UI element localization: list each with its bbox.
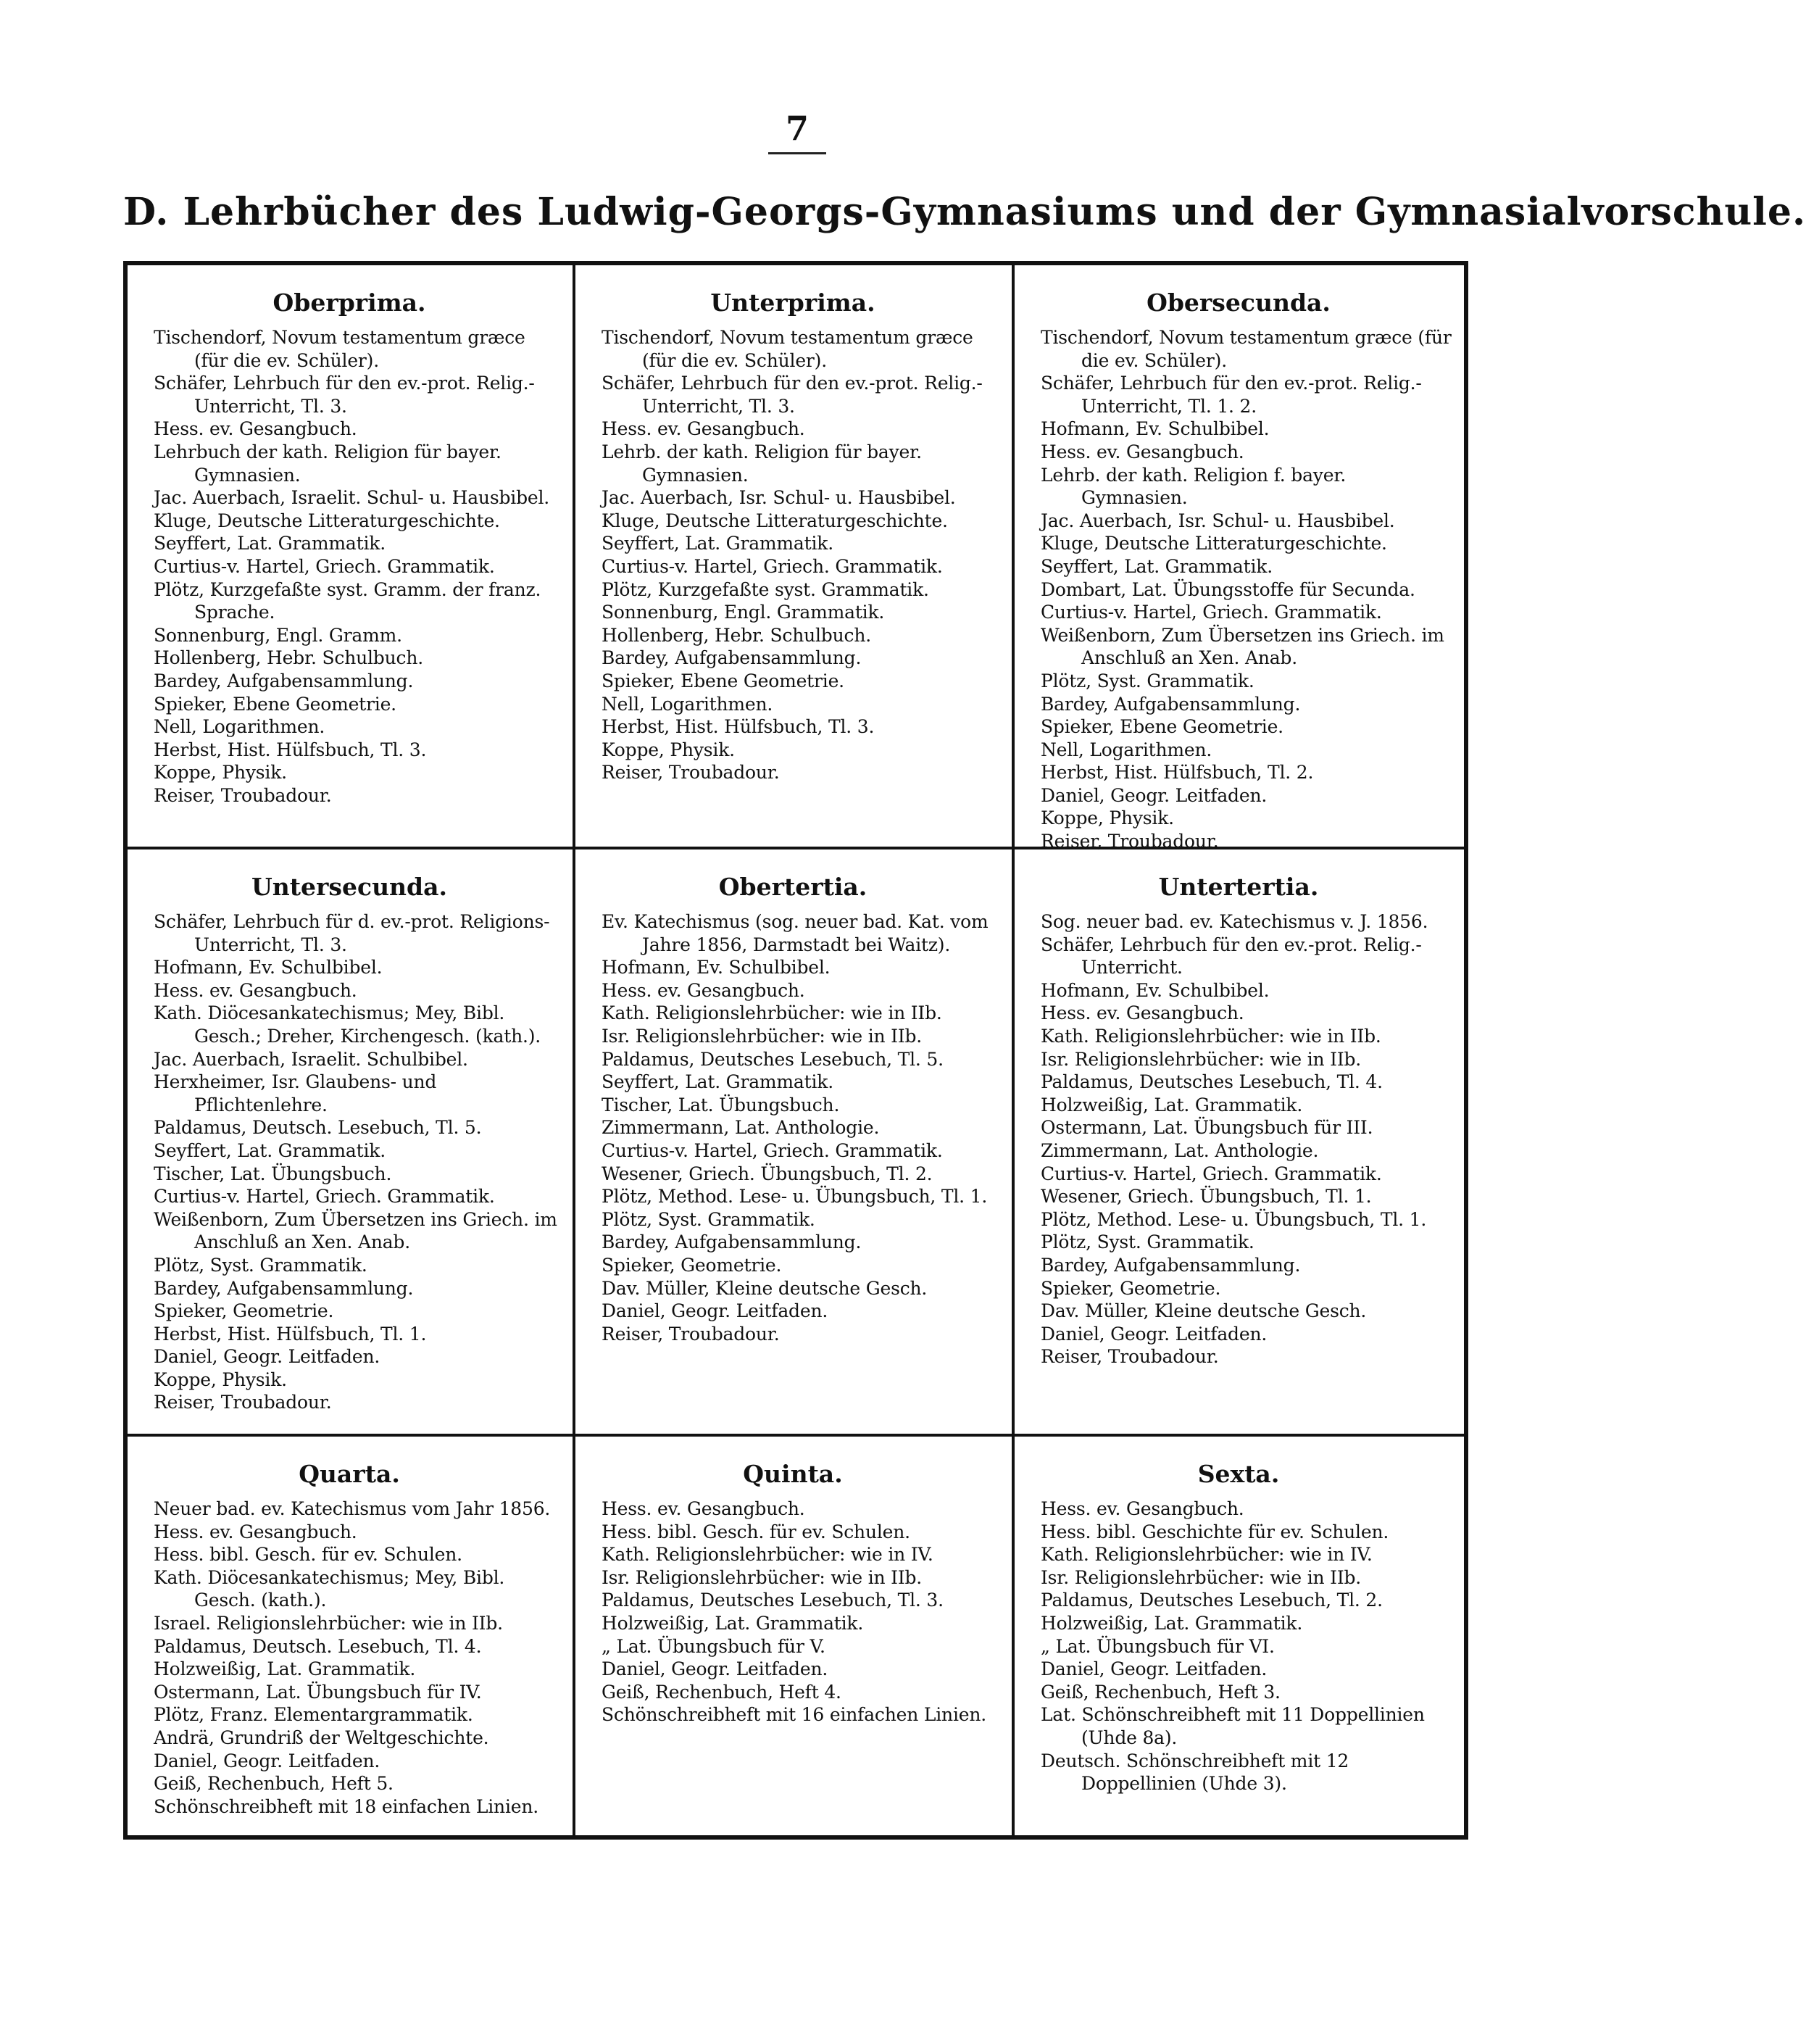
book-entry: Ostermann, Lat. Übungsbuch für III.: [1041, 1117, 1373, 1139]
cell-title: Unterprima.: [710, 288, 875, 317]
book-entry: Seyffert, Lat. Grammatik.: [154, 1139, 386, 1161]
book-entry: Hofmann, Ev. Schulbibel.: [154, 957, 383, 979]
book-entry: Tischer, Lat. Übungsbuch.: [154, 1163, 392, 1184]
book-entry: Hess. ev. Gesangbuch.: [602, 1498, 805, 1519]
book-entry: Kath. Religionslehrbücher: wie in IV.: [1041, 1544, 1373, 1566]
book-entry: Nell, Logarithmen.: [154, 716, 325, 738]
book-entry: Seyffert, Lat. Grammatik.: [602, 533, 833, 554]
book-entry: Bardey, Aufgabensammlung.: [1041, 1254, 1301, 1276]
book-entry: Reiser, Troubadour.: [1041, 831, 1219, 852]
book-entry: Lehrb. der kath. Religion für bayer. Gymnasien.: [602, 441, 922, 486]
book-entry: Kath. Religionslehrbücher: wie in IV.: [602, 1544, 933, 1566]
cell-title: Untertertia.: [1158, 873, 1319, 901]
cell-untersecunda: [128, 849, 575, 1437]
book-entry: Seyffert, Lat. Grammatik.: [602, 1071, 833, 1093]
book-entry: Isr. Religionslehrbücher: wie in IIb.: [1041, 1566, 1362, 1588]
book-entry: Hollenberg, Hebr. Schulbuch.: [154, 647, 423, 669]
book-entry: Jac. Auerbach, Israelit. Schul- u. Hausbibel.: [154, 487, 550, 509]
book-entry: Herxheimer, Isr. Glaubens- und Pflichtenlehre.: [154, 1071, 437, 1116]
book-list: [1041, 1497, 1454, 1795]
book-entry: Reiser, Troubadour.: [154, 784, 332, 806]
book-entry: „ Lat. Übungsbuch für VI.: [1041, 1635, 1275, 1657]
cell-title: Obersecunda.: [1147, 288, 1331, 317]
book-entry: Dav. Müller, Kleine deutsche Gesch.: [602, 1277, 928, 1299]
book-entry: Hess. bibl. Gesch. für ev. Schulen.: [602, 1521, 910, 1542]
book-entry: Wesener, Griech. Übungsbuch, Tl. 1.: [1041, 1186, 1372, 1208]
book-entry: Lat. Schönschreibheft mit 11 Doppellinien (Uhde 8a).: [1041, 1704, 1425, 1748]
book-entry: Plötz, Method. Lese- u. Übungsbuch, Tl. 1.: [1041, 1208, 1427, 1230]
book-entry: Plötz, Syst. Grammatik.: [1041, 670, 1254, 691]
book-entry: Jac. Auerbach, Israelit. Schulbibel.: [154, 1048, 468, 1070]
book-entry: Curtius-v. Hartel, Griech. Grammatik.: [602, 555, 943, 577]
book-entry: Nell, Logarithmen.: [602, 693, 773, 715]
cell-title: Obertertia.: [718, 873, 867, 901]
book-entry: Plötz, Syst. Grammatik.: [1041, 1231, 1254, 1253]
book-entry: Schäfer, Lehrbuch für den ev.-prot. Relig.-Unterricht.: [1041, 934, 1422, 979]
book-list: [1041, 910, 1454, 1368]
book-entry: Hess. ev. Gesangbuch.: [154, 418, 357, 440]
book-entry: Reiser, Troubadour.: [602, 1323, 780, 1345]
book-entry: Hollenberg, Hebr. Schulbuch.: [602, 624, 871, 646]
book-entry: Spieker, Geometrie.: [154, 1300, 334, 1322]
cell-title: Untersecunda.: [251, 873, 447, 901]
book-entry: Spieker, Ebene Geometrie.: [154, 693, 396, 715]
book-entry: Israel. Religionslehrbücher: wie in IIb.: [154, 1612, 503, 1634]
book-entry: Dav. Müller, Kleine deutsche Gesch.: [1041, 1300, 1367, 1322]
book-entry: Spieker, Geometrie.: [1041, 1277, 1221, 1299]
cell-obersecunda: [1015, 265, 1464, 852]
book-entry: Daniel, Geogr. Leitfaden.: [1041, 1323, 1268, 1345]
book-entry: Paldamus, Deutsch. Lesebuch, Tl. 5.: [154, 1117, 482, 1139]
book-entry: Tischendorf, Novum testamentum græce (für die ev. Schüler).: [1041, 327, 1452, 371]
book-list: [1041, 326, 1454, 853]
book-entry: Daniel, Geogr. Leitfaden.: [1041, 1658, 1268, 1680]
page-heading: D. Lehrbücher des Ludwig-Georgs-Gymnasiums und der Gymnasialvorschule.: [123, 190, 1806, 234]
book-list: [154, 326, 562, 807]
cell-obertertia: [575, 849, 1015, 1437]
book-entry: Ostermann, Lat. Übungsbuch für IV.: [154, 1681, 482, 1703]
book-entry: Hess. ev. Gesangbuch.: [1041, 441, 1244, 462]
book-entry: Kluge, Deutsche Litteraturgeschichte.: [1041, 533, 1387, 554]
book-entry: Sonnenburg, Engl. Gramm.: [154, 624, 402, 646]
book-entry: Bardey, Aufgabensammlung.: [602, 1231, 862, 1253]
book-entry: Hess. bibl. Gesch. für ev. Schulen.: [154, 1544, 462, 1566]
book-entry: Reiser, Troubadour.: [602, 762, 780, 784]
book-entry: Reiser, Troubadour.: [1041, 1346, 1219, 1368]
book-entry: Hess. ev. Gesangbuch.: [1041, 1498, 1244, 1519]
book-entry: Lehrbuch der kath. Religion für bayer. Gymnasien.: [154, 441, 502, 486]
book-entry: Daniel, Geogr. Leitfaden.: [602, 1658, 828, 1680]
book-entry: Schönschreibheft mit 16 einfachen Linien.: [602, 1704, 986, 1726]
book-entry: Wesener, Griech. Übungsbuch, Tl. 2.: [602, 1163, 933, 1184]
book-entry: Plötz, Syst. Grammatik.: [602, 1208, 815, 1230]
book-entry: Bardey, Aufgabensammlung.: [1041, 693, 1301, 715]
book-entry: Lehrb. der kath. Religion f. bayer. Gymnasien.: [1041, 464, 1347, 509]
book-entry: Paldamus, Deutsches Lesebuch, Tl. 2.: [1041, 1590, 1383, 1611]
book-entry: Daniel, Geogr. Leitfaden.: [154, 1750, 380, 1771]
book-entry: Geiß, Rechenbuch, Heft 5.: [154, 1773, 394, 1795]
book-entry: Koppe, Physik.: [154, 762, 287, 784]
book-entry: Holzweißig, Lat. Grammatik.: [154, 1658, 416, 1680]
book-entry: Jac. Auerbach, Isr. Schul- u. Hausbibel.: [1041, 510, 1395, 531]
book-list: [154, 1497, 562, 1818]
book-entry: Seyffert, Lat. Grammatik.: [1041, 555, 1273, 577]
page-number: 7: [785, 109, 809, 148]
book-entry: Geiß, Rechenbuch, Heft 4.: [602, 1681, 841, 1703]
book-entry: Koppe, Physik.: [602, 739, 735, 760]
book-entry: Hess. ev. Gesangbuch.: [1041, 1002, 1244, 1024]
book-entry: Bardey, Aufgabensammlung.: [154, 1277, 414, 1299]
book-entry: Plötz, Franz. Elementargrammatik.: [154, 1704, 473, 1726]
book-entry: Sog. neuer bad. ev. Katechismus v. J. 1856.: [1041, 911, 1428, 932]
book-entry: Paldamus, Deutsches Lesebuch, Tl. 3.: [602, 1590, 944, 1611]
book-entry: „ Lat. Übungsbuch für V.: [602, 1635, 825, 1657]
book-entry: Paldamus, Deutsches Lesebuch, Tl. 4.: [1041, 1071, 1383, 1093]
book-entry: Herbst, Hist. Hülfsbuch, Tl. 1.: [154, 1323, 427, 1345]
book-entry: Zimmermann, Lat. Anthologie.: [602, 1117, 880, 1139]
book-entry: Holzweißig, Lat. Grammatik.: [602, 1612, 864, 1634]
book-entry: Holzweißig, Lat. Grammatik.: [1041, 1612, 1303, 1634]
book-entry: Andrä, Grundriß der Weltgeschichte.: [154, 1727, 489, 1748]
book-entry: Herbst, Hist. Hülfsbuch, Tl. 3.: [154, 739, 427, 760]
book-entry: Curtius-v. Hartel, Griech. Grammatik.: [154, 555, 495, 577]
cell-oberprima: [128, 265, 575, 849]
book-entry: Daniel, Geogr. Leitfaden.: [154, 1346, 380, 1368]
book-entry: Isr. Religionslehrbücher: wie in IIb.: [1041, 1048, 1362, 1070]
page-number-rule: [768, 152, 826, 154]
book-entry: Hess. ev. Gesangbuch.: [602, 979, 805, 1001]
cell-untertertia: [1015, 849, 1464, 1437]
book-entry: Curtius-v. Hartel, Griech. Grammatik.: [154, 1186, 495, 1208]
book-entry: Nell, Logarithmen.: [1041, 739, 1212, 760]
book-entry: Kath. Diöcesankatechismus; Mey, Bibl. Gesch.; Dreher, Kirchengesch. (kath.).: [154, 1002, 541, 1047]
book-entry: Isr. Religionslehrbücher: wie in IIb.: [602, 1566, 923, 1588]
book-entry: Hess. ev. Gesangbuch.: [602, 418, 805, 440]
book-entry: Paldamus, Deutsch. Lesebuch, Tl. 4.: [154, 1635, 482, 1657]
book-entry: Herbst, Hist. Hülfsbuch, Tl. 3.: [602, 716, 875, 738]
book-list: [602, 910, 1002, 1345]
book-entry: Hess. bibl. Geschichte für ev. Schulen.: [1041, 1521, 1389, 1542]
book-entry: Bardey, Aufgabensammlung.: [602, 647, 862, 669]
book-entry: Hess. ev. Gesangbuch.: [154, 979, 357, 1001]
book-entry: Schäfer, Lehrbuch für den ev.-prot. Relig.-Unterricht, Tl. 3.: [154, 373, 535, 417]
book-entry: Tischer, Lat. Übungsbuch.: [602, 1094, 840, 1116]
book-entry: Paldamus, Deutsches Lesebuch, Tl. 5.: [602, 1048, 944, 1070]
book-entry: Jac. Auerbach, Isr. Schul- u. Hausbibel.: [602, 487, 956, 509]
book-entry: Daniel, Geogr. Leitfaden.: [1041, 784, 1268, 806]
book-entry: Curtius-v. Hartel, Griech. Grammatik.: [1041, 1163, 1382, 1184]
book-entry: Deutsch. Schönschreibheft mit 12 Doppellinien (Uhde 3).: [1041, 1750, 1349, 1795]
cell-quarta: [128, 1437, 575, 1835]
book-entry: Spieker, Geometrie.: [602, 1254, 782, 1276]
book-entry: Neuer bad. ev. Katechismus vom Jahr 1856.: [154, 1498, 551, 1519]
book-entry: Daniel, Geogr. Leitfaden.: [602, 1300, 828, 1322]
book-entry: Geiß, Rechenbuch, Heft 3.: [1041, 1681, 1281, 1703]
book-entry: Plötz, Method. Lese- u. Übungsbuch, Tl. 1.: [602, 1186, 988, 1208]
book-entry: Hess. ev. Gesangbuch.: [154, 1521, 357, 1542]
book-entry: Holzweißig, Lat. Grammatik.: [1041, 1094, 1303, 1116]
book-entry: Kath. Religionslehrbücher: wie in IIb.: [602, 1002, 942, 1024]
cell-sexta: [1015, 1437, 1464, 1835]
book-entry: Hofmann, Ev. Schulbibel.: [602, 957, 831, 979]
book-entry: Schönschreibheft mit 18 einfachen Linien.: [154, 1795, 538, 1817]
book-entry: Kluge, Deutsche Litteraturgeschichte.: [154, 510, 500, 531]
book-entry: Zimmermann, Lat. Anthologie.: [1041, 1139, 1319, 1161]
book-entry: Koppe, Physik.: [154, 1368, 287, 1390]
cell-title: Quarta.: [299, 1460, 400, 1488]
book-entry: Spieker, Ebene Geometrie.: [602, 670, 844, 691]
book-entry: Hofmann, Ev. Schulbibel.: [1041, 979, 1270, 1001]
book-entry: Kluge, Deutsche Litteraturgeschichte.: [602, 510, 948, 531]
book-entry: Plötz, Kurzgefaßte syst. Gramm. der franz. Sprache.: [154, 578, 541, 623]
book-entry: Weißenborn, Zum Übersetzen ins Griech. im Anschluß an Xen. Anab.: [1041, 624, 1444, 669]
textbook-table: [123, 261, 1468, 1840]
cell-title: Quinta.: [743, 1460, 843, 1488]
book-entry: Tischendorf, Novum testamentum græce (für die ev. Schüler).: [154, 327, 525, 371]
cell-title: Sexta.: [1197, 1460, 1280, 1488]
book-list: [602, 326, 1002, 784]
book-entry: Schäfer, Lehrbuch für den ev.-prot. Relig.-Unterricht, Tl. 1. 2.: [1041, 373, 1422, 417]
cell-quinta: [575, 1437, 1015, 1835]
book-entry: Schäfer, Lehrbuch für den ev.-prot. Relig.-Unterricht, Tl. 3.: [602, 373, 983, 417]
book-entry: Sonnenburg, Engl. Grammatik.: [602, 602, 885, 623]
book-entry: Curtius-v. Hartel, Griech. Grammatik.: [1041, 602, 1382, 623]
book-entry: Koppe, Physik.: [1041, 807, 1174, 829]
cell-unterprima: [575, 265, 1015, 849]
book-entry: Seyffert, Lat. Grammatik.: [154, 533, 386, 554]
book-entry: Spieker, Ebene Geometrie.: [1041, 716, 1283, 738]
book-entry: Bardey, Aufgabensammlung.: [154, 670, 414, 691]
book-entry: Curtius-v. Hartel, Griech. Grammatik.: [602, 1139, 943, 1161]
book-entry: Isr. Religionslehrbücher: wie in IIb.: [602, 1025, 923, 1047]
book-entry: Reiser, Troubadour.: [154, 1392, 332, 1413]
book-entry: Dombart, Lat. Übungsstoffe für Secunda.: [1041, 578, 1415, 600]
book-entry: Ev. Katechismus (sog. neuer bad. Kat. vom Jahre 1856, Darmstadt bei Waitz).: [602, 911, 989, 955]
book-entry: Plötz, Kurzgefaßte syst. Grammatik.: [602, 578, 929, 600]
book-entry: Schäfer, Lehrbuch für d. ev.-prot. Religions-Unterricht, Tl. 3.: [154, 911, 550, 955]
book-entry: Kath. Diöcesankatechismus; Mey, Bibl. Gesch. (kath.).: [154, 1566, 505, 1611]
cell-title: Oberprima.: [272, 288, 426, 317]
book-entry: Hofmann, Ev. Schulbibel.: [1041, 418, 1270, 440]
book-entry: Weißenborn, Zum Übersetzen ins Griech. im Anschluß an Xen. Anab.: [154, 1208, 557, 1253]
book-entry: Tischendorf, Novum testamentum græce (für die ev. Schüler).: [602, 327, 973, 371]
book-entry: Plötz, Syst. Grammatik.: [154, 1254, 367, 1276]
book-list: [602, 1497, 1002, 1727]
book-entry: Herbst, Hist. Hülfsbuch, Tl. 2.: [1041, 762, 1314, 784]
book-entry: Kath. Religionslehrbücher: wie in IIb.: [1041, 1025, 1381, 1047]
book-list: [154, 910, 562, 1414]
